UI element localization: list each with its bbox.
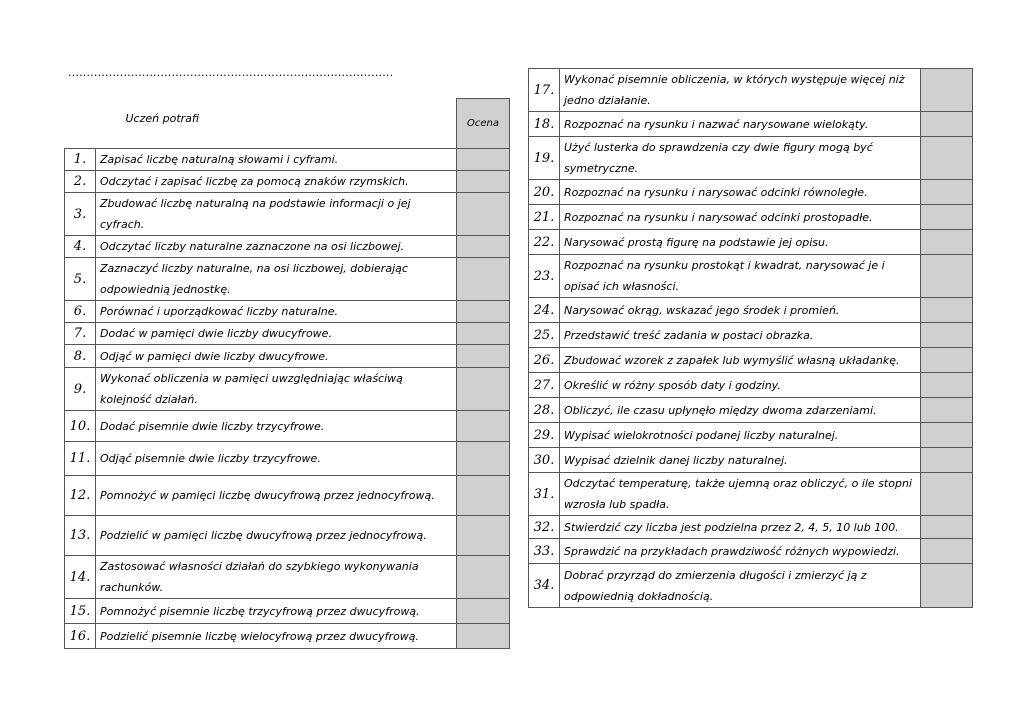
criterion-number: 24. — [529, 298, 560, 323]
criterion-text: Odczytać i zapisać liczbę za pomocą znaków rzymskich. — [96, 171, 457, 193]
grade-cell[interactable] — [921, 230, 973, 255]
grade-cell[interactable] — [457, 323, 510, 345]
grade-cell[interactable] — [457, 442, 510, 476]
criterion-text: Przedstawić treść zadania w postaci obrazka. — [560, 323, 921, 348]
criterion-row — [65, 258, 510, 301]
criterion-row — [65, 411, 510, 442]
grade-cell[interactable] — [921, 564, 973, 608]
criterion-text: Obliczyć, ile czasu upłynęło między dwoma zdarzeniami. — [560, 398, 921, 423]
criterion-text: Odczytać liczby naturalne zaznaczone na osi liczbowej. — [96, 236, 457, 258]
grade-cell[interactable] — [921, 539, 973, 564]
criterion-row — [65, 442, 510, 476]
criterion-number: 28. — [529, 398, 560, 423]
grade-cell[interactable] — [921, 373, 973, 398]
grade-cell[interactable] — [921, 323, 973, 348]
criterion-number: 3. — [65, 193, 96, 236]
criterion-row — [529, 348, 973, 373]
criterion-text: Zaznaczyć liczby naturalne, na osi liczbowej, dobierając odpowiednią jednostkę. — [96, 258, 457, 301]
criterion-row — [529, 398, 973, 423]
criterion-number: 7. — [65, 323, 96, 345]
criterion-number: 21. — [529, 205, 560, 230]
criterion-row — [529, 423, 973, 448]
criterion-number: 26. — [529, 348, 560, 373]
grade-cell[interactable] — [921, 473, 973, 516]
criterion-number: 8. — [65, 345, 96, 368]
grade-cell[interactable] — [457, 411, 510, 442]
criterion-text: Wypisać wielokrotności podanej liczby naturalnej. — [560, 423, 921, 448]
criterion-number: 10. — [65, 411, 96, 442]
criterion-row — [529, 112, 973, 137]
criterion-row — [529, 448, 973, 473]
criterion-row — [529, 205, 973, 230]
criterion-text: Użyć lusterka do sprawdzenia czy dwie figury mogą być symetryczne. — [560, 137, 921, 180]
criterion-text: Odczytać temperaturę, także ujemną oraz obliczyć, o ile stopni wzrosła lub spadła. — [560, 473, 921, 516]
criteria-table-left — [64, 98, 510, 649]
criterion-number: 20. — [529, 180, 560, 205]
criterion-text: Zastosować własności działań do szybkiego wykonywania rachunków. — [96, 556, 457, 599]
criterion-number: 27. — [529, 373, 560, 398]
criterion-text: Dobrać przyrząd do zmierzenia długości i zmierzyć ją z odpowiednią dokładnością. — [560, 564, 921, 608]
criterion-row — [529, 69, 973, 112]
grade-cell[interactable] — [921, 448, 973, 473]
criterion-number: 34. — [529, 564, 560, 608]
criterion-row — [529, 298, 973, 323]
criterion-number: 31. — [529, 473, 560, 516]
criterion-text: Rozpoznać na rysunku i nazwać narysowane wielokąty. — [560, 112, 921, 137]
table-header-row — [65, 99, 510, 149]
criterion-row — [529, 373, 973, 398]
grade-cell[interactable] — [921, 298, 973, 323]
criterion-text: Narysować prostą figurę na podstawie jej opisu. — [560, 230, 921, 255]
criterion-number: 29. — [529, 423, 560, 448]
grade-cell[interactable] — [921, 69, 973, 112]
criterion-number: 2. — [65, 171, 96, 193]
grade-cell[interactable] — [921, 205, 973, 230]
criterion-text: Rozpoznać na rysunku i narysować odcinki równoległe. — [560, 180, 921, 205]
criterion-text: Pomnożyć pisemnie liczbę trzycyfrową przez dwucyfrową. — [96, 599, 457, 624]
criterion-row — [529, 539, 973, 564]
criterion-text: Określić w różny sposób daty i godziny. — [560, 373, 921, 398]
criterion-number: 19. — [529, 137, 560, 180]
criterion-row — [529, 230, 973, 255]
criterion-text: Wypisać dzielnik danej liczby naturalnej. — [560, 448, 921, 473]
grade-cell[interactable] — [457, 301, 510, 323]
criterion-text: Podzielić pisemnie liczbę wielocyfrową przez dwucyfrową. — [96, 624, 457, 649]
criterion-row — [65, 236, 510, 258]
criterion-number: 32. — [529, 516, 560, 539]
criterion-text: Wykonać pisemnie obliczenia, w których występuje więcej niż jedno działanie. — [560, 69, 921, 112]
criterion-text: Rozpoznać na rysunku prostokąt i kwadrat, narysować je i opisać ich własności. — [560, 255, 921, 298]
criterion-number: 13. — [65, 516, 96, 556]
header-title: Uczeń potrafi — [125, 111, 200, 125]
criterion-row — [529, 323, 973, 348]
criterion-row — [529, 180, 973, 205]
criterion-row — [65, 345, 510, 368]
criterion-text: Zapisać liczbę naturalną słowami i cyframi. — [96, 149, 457, 171]
criterion-row — [65, 556, 510, 599]
criterion-row — [65, 516, 510, 556]
criterion-row — [65, 193, 510, 236]
grade-cell[interactable] — [457, 236, 510, 258]
grade-cell[interactable] — [921, 180, 973, 205]
criterion-number: 22. — [529, 230, 560, 255]
criterion-row — [65, 368, 510, 411]
criterion-number: 4. — [65, 236, 96, 258]
criterion-number: 9. — [65, 368, 96, 411]
criterion-text: Sprawdzić na przykładach prawdziwość różnych wypowiedzi. — [560, 539, 921, 564]
criterion-row — [529, 564, 973, 608]
criterion-row — [65, 624, 510, 649]
criterion-row — [529, 516, 973, 539]
criterion-row — [529, 255, 973, 298]
criterion-number: 6. — [65, 301, 96, 323]
grade-cell[interactable] — [921, 137, 973, 180]
criterion-number: 16. — [65, 624, 96, 649]
grade-cell[interactable] — [457, 516, 510, 556]
grade-cell[interactable] — [921, 255, 973, 298]
criteria-table-right — [528, 68, 973, 608]
criterion-row — [65, 301, 510, 323]
criterion-number: 18. — [529, 112, 560, 137]
grade-cell[interactable] — [457, 149, 510, 171]
criterion-text: Rozpoznać na rysunku i narysować odcinki prostopadłe. — [560, 205, 921, 230]
grade-cell[interactable] — [457, 171, 510, 193]
criterion-number: 17. — [529, 69, 560, 112]
criterion-row — [65, 599, 510, 624]
criterion-number: 1. — [65, 149, 96, 171]
criterion-number: 5. — [65, 258, 96, 301]
criterion-row — [65, 171, 510, 193]
grade-cell[interactable] — [457, 193, 510, 236]
grade-cell[interactable] — [457, 599, 510, 624]
criterion-row — [529, 137, 973, 180]
criterion-text: Zbudować wzorek z zapałek lub wymyślić własną układankę. — [560, 348, 921, 373]
criterion-number: 23. — [529, 255, 560, 298]
grade-cell[interactable] — [457, 556, 510, 599]
grade-cell[interactable] — [457, 258, 510, 301]
grade-cell[interactable] — [921, 516, 973, 539]
criterion-text: Pomnożyć w pamięci liczbę dwucyfrową przez jednocyfrową. — [96, 476, 457, 516]
grade-cell[interactable] — [921, 112, 973, 137]
criterion-text: Odjąć w pamięci dwie liczby dwucyfrowe. — [96, 345, 457, 368]
criterion-number: 15. — [65, 599, 96, 624]
criterion-text: Porównać i uporządkować liczby naturalne. — [96, 301, 457, 323]
grade-cell[interactable] — [457, 345, 510, 368]
criterion-number: 12. — [65, 476, 96, 516]
criterion-number: 14. — [65, 556, 96, 599]
grade-cell[interactable] — [921, 348, 973, 373]
criterion-text: Dodać pisemnie dwie liczby trzycyfrowe. — [96, 411, 457, 442]
criterion-text: Stwierdzić czy liczba jest podzielna przez 2, 4, 5, 10 lub 100. — [560, 516, 921, 539]
criterion-number: 30. — [529, 448, 560, 473]
criterion-row — [529, 473, 973, 516]
grade-cell[interactable] — [921, 423, 973, 448]
student-name-line: ........................................................................................ — [68, 66, 394, 79]
criterion-text: Odjąć pisemnie dwie liczby trzycyfrowe. — [96, 442, 457, 476]
header-grade-label: Ocena — [457, 99, 510, 149]
grade-cell[interactable] — [457, 368, 510, 411]
criterion-text: Podzielić w pamięci liczbę dwucyfrową przez jednocyfrową. — [96, 516, 457, 556]
criterion-row — [65, 149, 510, 171]
criterion-text: Dodać w pamięci dwie liczby dwucyfrowe. — [96, 323, 457, 345]
grade-cell[interactable] — [457, 476, 510, 516]
grade-cell[interactable] — [457, 624, 510, 649]
criterion-text: Wykonać obliczenia w pamięci uwzględniając właściwą kolejność działań. — [96, 368, 457, 411]
criterion-number: 33. — [529, 539, 560, 564]
criterion-number: 11. — [65, 442, 96, 476]
criterion-row — [65, 476, 510, 516]
criterion-number: 25. — [529, 323, 560, 348]
criterion-text: Zbudować liczbę naturalną na podstawie informacji o jej cyfrach. — [96, 193, 457, 236]
criterion-row — [65, 323, 510, 345]
grade-cell[interactable] — [921, 398, 973, 423]
criterion-text: Narysować okrąg, wskazać jego środek i promień. — [560, 298, 921, 323]
